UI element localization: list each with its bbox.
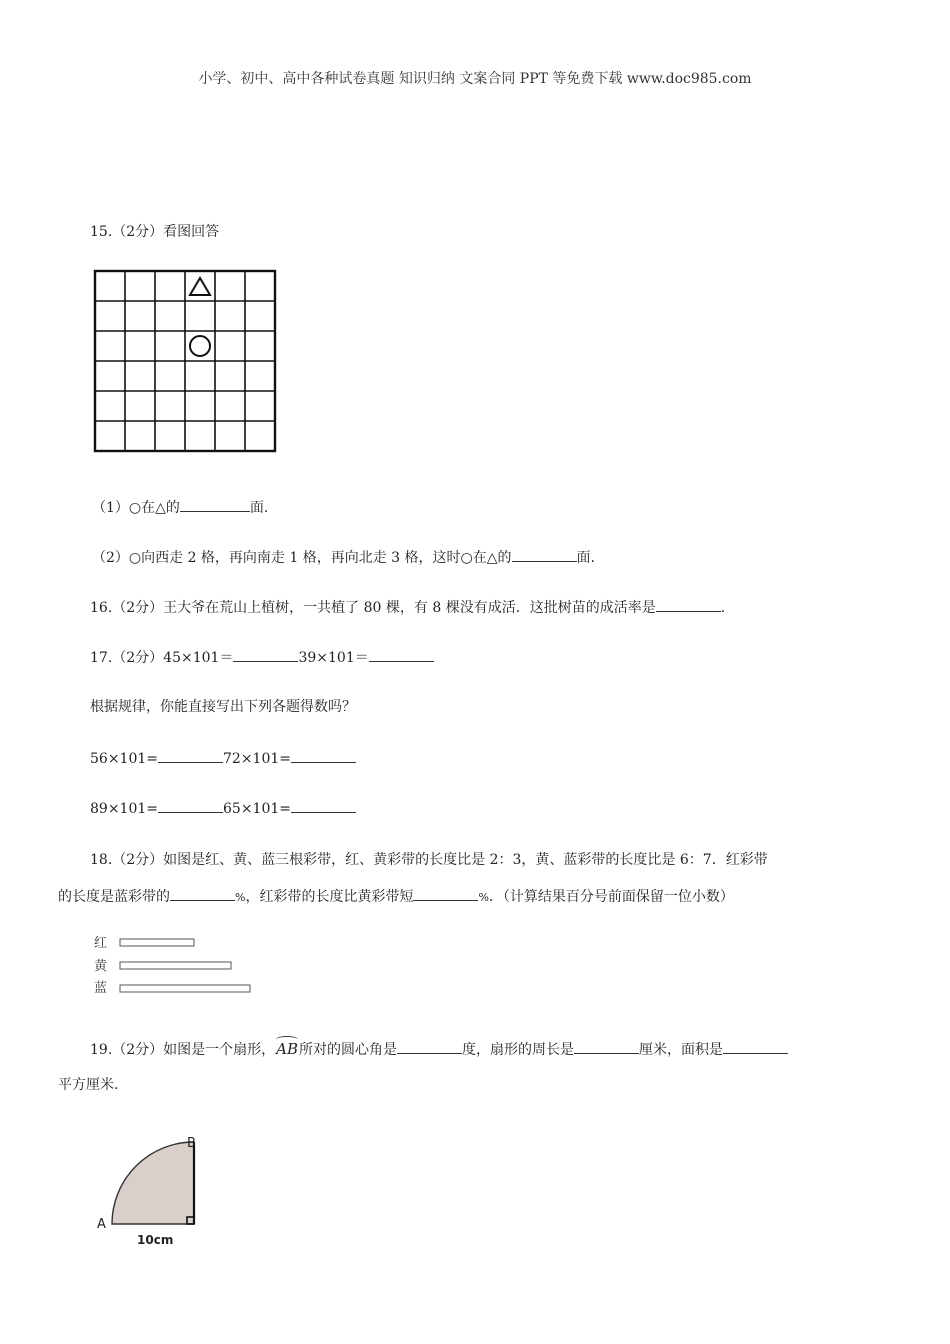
page-header: 小学、初中、高中各种试卷真题 知识归纳 文案合同 PPT 等免费下载 www.doc985.com [198,71,752,87]
q19-sector-figure [92,1128,212,1250]
q15-part2-text: （2）○向西走 2 格，再向南走 1 格，再向北走 3 格，这时○在△的 [92,550,512,566]
grid-lines [95,271,275,451]
q19-line2: 平方厘米. [58,1077,119,1093]
q17-expr-5: 89×101= [90,801,158,817]
q17-blank-3[interactable] [158,748,223,763]
circle-icon [190,336,210,356]
ribbon-red [120,939,194,946]
q18-percent-1: % [235,891,246,904]
q17-line1 [90,647,434,668]
q15-part1 [92,497,268,518]
q18-line2 [58,886,734,908]
point-b-label: B [187,1136,196,1151]
q17-blank-2[interactable] [369,647,434,662]
q17-expr-3: 56×101= [90,751,158,767]
q19-blank-2[interactable] [574,1039,639,1054]
q17-expr-1: 17.（2分）45×101＝ [90,650,234,666]
q17-expr-4: 72×101= [223,751,291,767]
arc-ab-label: AB [276,1040,299,1058]
q16-suffix: . [720,600,726,616]
q17-blank-5[interactable] [158,798,223,813]
q15-grid-figure [93,269,279,455]
ribbon-blue [120,985,250,992]
point-a-label: A [97,1217,106,1232]
q18-text-a: 的长度是蓝彩带的 [58,889,170,905]
q18-text-c: ．（计算结果百分号前面保留一位小数） [488,889,734,905]
q19-text-d: 厘米，面积是 [639,1042,724,1058]
radius-label: 10cm [137,1233,174,1247]
q19-blank-3[interactable] [723,1039,788,1054]
q19-text-b: 所对的圆心角是 [299,1042,398,1058]
q17-blank-6[interactable] [291,798,356,813]
q17-expr-6: 65×101= [223,801,291,817]
q15-title: 15.（2分）看图回答 [90,224,220,240]
q17-prompt: 根据规律，你能直接写出下列各题得数吗？ [90,699,356,715]
sector-shape [112,1142,194,1224]
triangle-icon [190,278,210,295]
q15-part1-suffix: 面. [249,500,269,516]
q18-line1: 18.（2分）如图是红、黄、蓝三根彩带，红、黄彩带的长度比是 2：3，黄、蓝彩带的长度比是 6：7．红彩带 [90,852,768,868]
q16 [90,597,725,618]
q19-text-a: 19.（2分）如图是一个扇形， [90,1042,276,1058]
q16-blank[interactable] [656,597,721,612]
q15-part2-blank[interactable] [512,547,577,562]
q16-text: 16.（2分）王大爷在荒山上植树，一共植了 80 棵，有 8 棵没有成活．这批树苗的成活率是 [90,600,656,616]
q17-blank-1[interactable] [233,647,298,662]
q19-line1 [90,1039,788,1060]
q15-part1-blank[interactable] [180,497,250,512]
q18-ribbon-figure [92,930,262,998]
q17-expr-2: 39×101＝ [298,650,369,666]
q15-part1-text: （1）○在△的 [92,500,180,516]
ribbon-label-blue: 蓝 [94,981,108,996]
q18-text-b: ，红彩带的长度比黄彩带短 [245,889,414,905]
ribbon-yellow [120,962,231,969]
q15-part2 [92,547,595,568]
q18-percent-2: % [478,891,489,904]
ribbon-label-yellow: 黄 [94,959,108,974]
q19-blank-1[interactable] [397,1039,462,1054]
q17-line2 [90,748,356,769]
q18-blank-2[interactable] [413,886,478,901]
q15-part2-suffix: 面. [576,550,595,566]
ribbon-label-red: 红 [94,936,108,951]
q18-blank-1[interactable] [170,886,235,901]
q17-blank-4[interactable] [291,748,356,763]
q19-text-c: 度，扇形的周长是 [462,1042,575,1058]
q17-line3 [90,798,356,819]
